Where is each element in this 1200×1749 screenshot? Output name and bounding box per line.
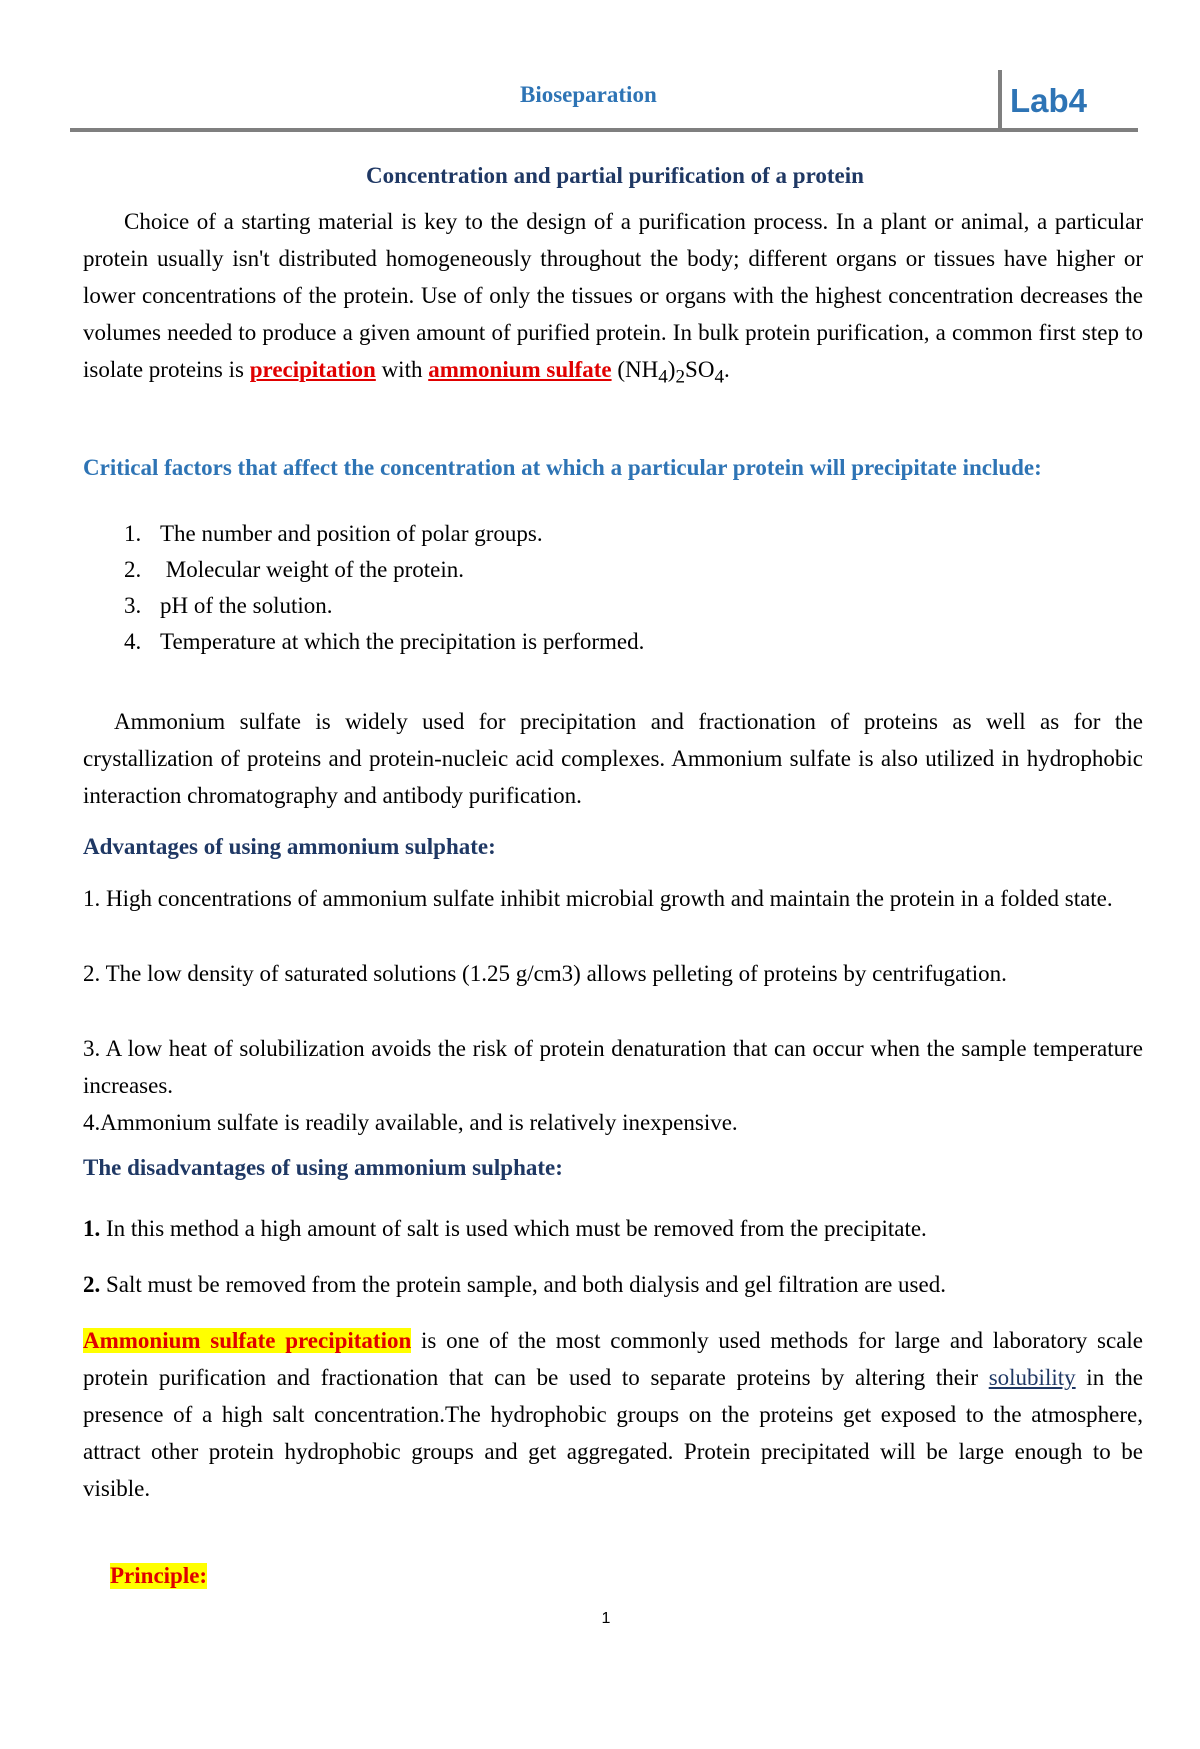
- solubility-link[interactable]: solubility: [988, 1365, 1076, 1390]
- list-text: Temperature at which the precipitation is performed.: [160, 629, 645, 654]
- list-text: The number and position of polar groups.: [160, 521, 543, 546]
- disadvantage-text: In this method a high amount of salt is used which must be removed from the precipitate.: [100, 1216, 927, 1241]
- intro-text-2: with: [375, 357, 429, 382]
- list-number: 4.: [124, 629, 142, 654]
- advantage-item: 1. High concentrations of ammonium sulfate inhibit microbial growth and maintain the protein in a folded state.: [83, 886, 1113, 911]
- list-number: 2.: [124, 557, 142, 582]
- closing-paragraph: [83, 1322, 1143, 1507]
- advantage-item: 3. A low heat of solubilization avoids the risk of protein denaturation that can occur when the sample temperature increases.: [83, 1036, 1143, 1098]
- intro-formula-part: (NH: [611, 357, 659, 382]
- disadvantage-text: Salt must be removed from the protein sample, and both dialysis and gel filtration are used.: [100, 1272, 946, 1297]
- factors-list: [124, 516, 644, 660]
- intro-formula-sub: 4: [714, 366, 725, 388]
- intro-formula-part: SO: [685, 357, 715, 382]
- precipitation-link[interactable]: precipitation: [249, 357, 376, 382]
- disadvantage-number: 2.: [83, 1272, 101, 1297]
- document-title: Concentration and partial purification of a protein: [366, 163, 864, 188]
- closing-text-2: in the presence of a high salt concentration.The hydrophobic groups on the proteins get exposed to the atmosphere, attract other protein hydrophobic groups and get aggregated. Protein precipitated will be large enough to be visible.: [83, 1365, 1143, 1501]
- intro-text: Choice of a starting material is key to the design of a purification process. In a plant or animal, a particular protein usually isn't distributed homogeneously throughout the body; different organs or tissues have higher or lower concentrations of the protein. Use of only the tissues or organs with the highest concentration decreases the volumes needed to produce a given amount of purified protein. In bulk protein purification, a common first step to isolate proteins is: [83, 209, 1143, 382]
- list-item: [124, 588, 644, 624]
- highlighted-term: Ammonium sulfate precipitation: [83, 1328, 412, 1353]
- list-item: [124, 624, 644, 660]
- list-text: pH of the solution.: [160, 593, 333, 618]
- advantages-heading: Advantages of using ammonium sulphate:: [83, 834, 496, 859]
- principle-heading: Principle:: [110, 1563, 208, 1588]
- intro-formula-sub: 2: [675, 366, 686, 388]
- ammonium-sulfate-link[interactable]: ammonium sulfate: [428, 357, 612, 382]
- usage-paragraph: Ammonium sulfate is widely used for precipitation and fractionation of proteins as well as for the crystallization of proteins and protein-nucleic acid complexes. Ammonium sulfate is also utilized in hydrophobic interaction chromatography and antibody purification.: [83, 709, 1143, 808]
- advantage-item: 4.Ammonium sulfate is readily available, and is relatively inexpensive.: [83, 1110, 738, 1135]
- header-lab-label: Lab4: [1010, 82, 1088, 119]
- list-number: 1.: [124, 521, 142, 546]
- header-rule: [70, 128, 1138, 132]
- disadvantages-heading: The disadvantages of using ammonium sulphate:: [83, 1155, 563, 1180]
- intro-formula-part: .: [724, 357, 730, 382]
- list-item: [124, 516, 644, 552]
- factors-heading: Critical factors that affect the concentration at which a particular protein will precipitate include:: [83, 455, 1042, 480]
- intro-paragraph: [83, 203, 1143, 396]
- closing-text: is one of the most commonly used methods for large and laboratory scale protein purification and fractionation that can be used to separate proteins by altering their: [83, 1328, 1143, 1390]
- advantage-item: 2. The low density of saturated solutions (1.25 g/cm3) allows pelleting of proteins by centrifugation.: [83, 961, 1007, 986]
- disadvantage-number: 1.: [83, 1216, 101, 1241]
- header-title: Bioseparation: [520, 82, 657, 107]
- list-item: [124, 552, 644, 588]
- page-number: 1: [601, 1610, 611, 1627]
- disadvantage-item: [83, 1266, 1143, 1303]
- list-text: Molecular weight of the protein.: [160, 557, 465, 582]
- list-number: 3.: [124, 593, 142, 618]
- header-separator: [998, 70, 1002, 130]
- intro-formula-part: ): [667, 357, 676, 382]
- intro-formula-sub: 4: [658, 366, 668, 388]
- disadvantage-item: [83, 1210, 1143, 1247]
